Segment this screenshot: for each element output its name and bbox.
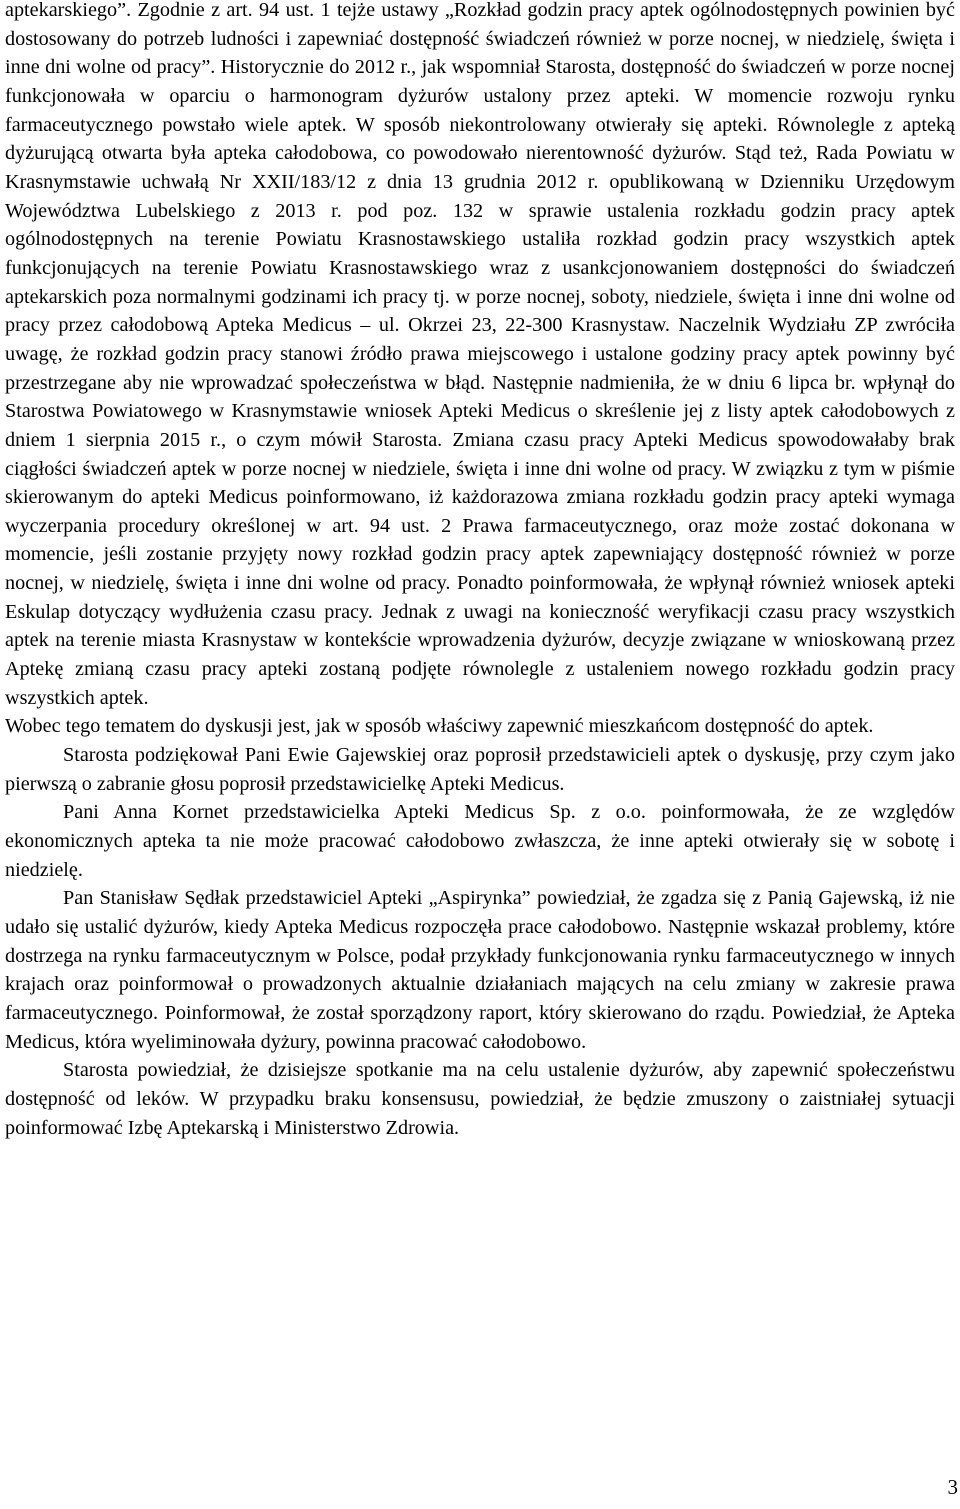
paragraph-3: Starosta podziękował Pani Ewie Gajewskiej oraz poprosił przedstawicieli aptek o dyskusję, przy czym jako pierwszą o zabranie głosu poprosił przedstawicielkę Apteki Medicus. (5, 744, 955, 795)
paragraph-4: Pani Anna Kornet przedstawicielka Apteki Medicus Sp. z o.o. poinformowała, że ze względów ekonomicznych apteka ta nie może pracować całodobowo zwłaszcza, że inne apteki otwierały się w sobotę i niedzielę. (5, 801, 955, 881)
paragraph-2: Wobec tego tematem do dyskusji jest, jak w sposób właściwy zapewnić mieszkańcom dostępność do aptek. (5, 715, 874, 738)
paragraph-1: aptekarskiego”. Zgodnie z art. 94 ust. 1 tejże ustawy „Rozkład godzin pracy aptek ogólnodostępnych powinien być dostosowany do potrzeb ludności i zapewniać dostępność świadczeń również w porze nocnej, w niedzielę, święta i inne dni wolne od pracy”. Historycznie do 2012 r., jak wspomniał Starosta, dostępność do świadczeń w porze nocnej funkcjonowała w oparciu o harmonogram dyżurów ustalony przez apteki. W momencie rozwoju rynku farmaceutycznego powstało wiele aptek. W sposób niekontrolowany otwierały się apteki. Równolegle z apteką dyżurującą otwarta była apteka całodobowa, co powodowało nierentowność dyżurów. Stąd też, Rada Powiatu w Krasnymstawie uchwałą Nr XXII/183/12 z dnia 13 grudnia 2012 r. opublikowaną w Dzienniku Urzędowym Województwa Lubelskiego z 2013 r. pod poz. 132 w sprawie ustalenia rozkładu godzin pracy aptek ogólnodostępnych na terenie Powiatu Krasnostawskiego ustaliła rozkład godzin pracy wszystkich aptek funkcjonujących na terenie Powiatu Krasnostawskiego wraz z usankcjonowaniem dostępności do świadczeń aptekarskich poza normalnymi godzinami ich pracy tj. w porze nocnej, soboty, niedziele, święta i inne dni wolne od pracy przez całodobową Apteka Medicus – ul. Okrzei 23, 22-300 Krasnystaw. Naczelnik Wydziału ZP zwróciła uwagę, że rozkład godzin pracy stanowi źródło prawa miejscowego i ustalone godziny pracy aptek powinny być przestrzegane aby nie wprowadzać społeczeństwa w błąd. Następnie nadmieniła, że w dniu 6 lipca br. wpłynął do Starostwa Powiatowego w Krasnymstawie wniosek Apteki Medicus o skreślenie jej z listy aptek całodobowych z dniem 1 sierpnia 2015 r., o czym mówił Starosta. Zmiana czasu pracy Apteki Medicus spowodowałaby brak ciągłości świadczeń aptek w porze nocnej w niedziele, święta i inne dni wolne od pracy. W związku z tym w piśmie skierowanym do apteki Medicus poinformowano, iż każdorazowa zmiana rozkładu godzin pracy apteki wymaga wyczerpania procedury określonej w art. 94 ust. 2 Prawa farmaceutycznego, oraz może zostać dokonana w momencie, jeśli zostanie przyjęty nowy rozkład godzin pracy aptek zapewniający dostępność również w porze nocnej, w niedzielę, święta i inne dni wolne od pracy. Ponadto poinformowała, że wpłynął również wniosek apteki Eskulap dotyczący wydłużenia czasu pracy. Jednak z uwagi na konieczność weryfikacji czasu pracy wszystkich aptek na terenie miasta Krasnystaw w kontekście wprowadzenia dyżurów, decyzje związane w wnioskowaną przez Aptekę zmianą czasu pracy apteki zostaną podjęte równolegle z ustaleniem nowego rozkładu godzin pracy wszystkich aptek. (5, 0, 955, 709)
paragraph-5: Pan Stanisław Sędłak przedstawiciel Apteki „Aspirynka” powiedział, że zgadza się z Panią Gajewską, iż nie udało się ustalić dyżurów, kiedy Apteka Medicus rozpoczęła prace całodobowo. Następnie wskazał problemy, które dostrzega na rynku farmaceutycznym w Polsce, podał przykłady funkcjonowania rynku farmaceutycznego w innych krajach oraz poinformował o prowadzonych aktualnie działaniach mających na celu zmiany w zakresie prawa farmaceutycznego. Poinformował, że został sporządzony raport, który skierowano do rządu. Powiedział, że Apteka Medicus, która wyeliminowała dyżury, powinna pracować całodobowo. (5, 887, 955, 1053)
page-number: 3 (947, 1475, 958, 1499)
paragraph-6: Starosta powiedział, że dzisiejsze spotkanie ma na celu ustalenie dyżurów, aby zapewnić społeczeństwu dostępność od leków. W przypadku braku konsensusu, powiedział, że będzie zmuszony o zaistniałej sytuacji poinformować Izbę Aptekarską i Ministerstwo Zdrowia. (5, 1059, 955, 1139)
document-page (5, 0, 955, 1142)
